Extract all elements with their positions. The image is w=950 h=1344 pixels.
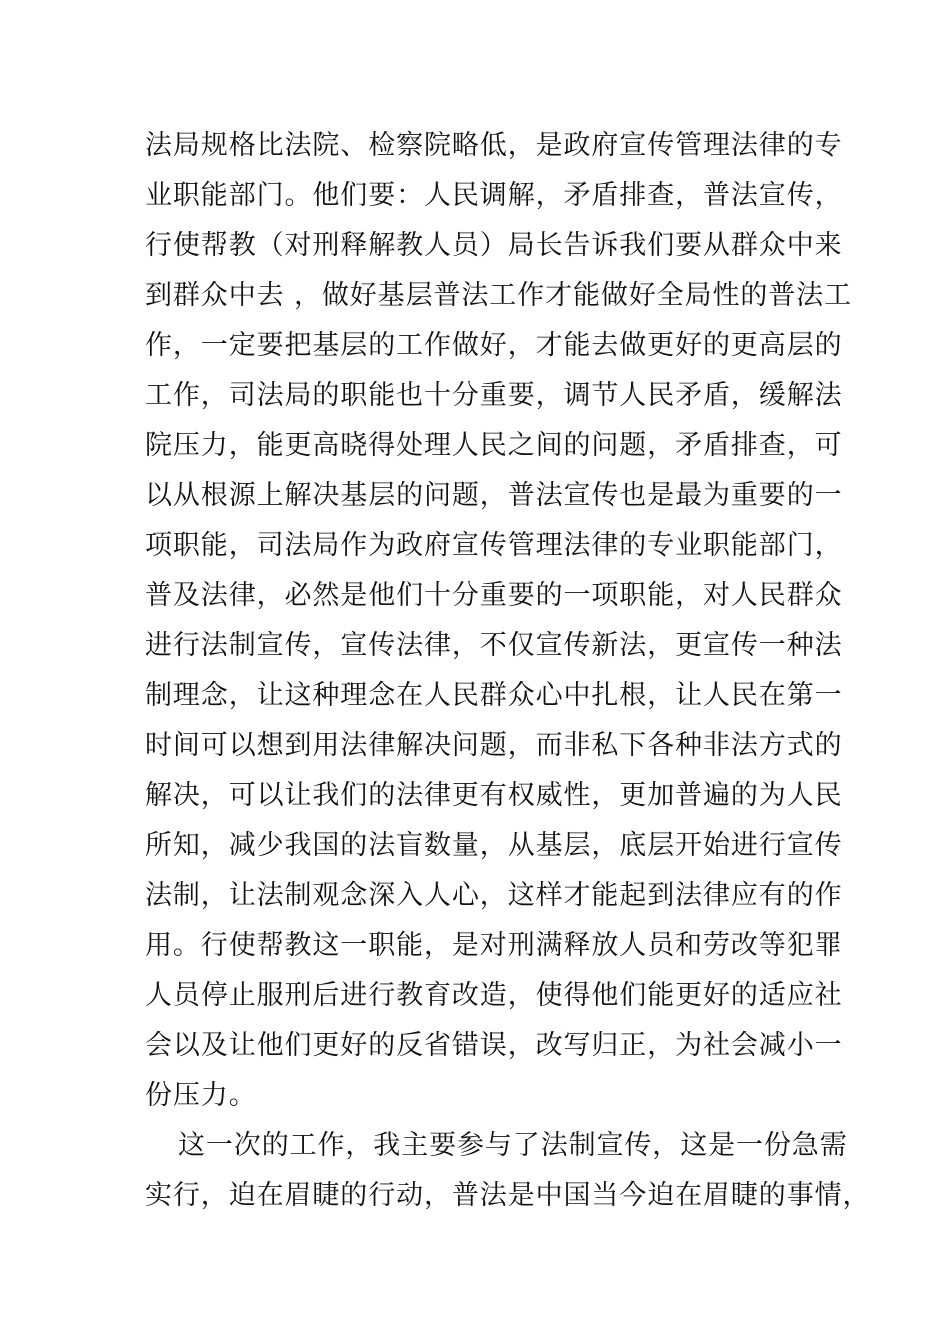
text-line: 作，一定要把基层的工作做好，才能去做更好的更高层的	[145, 330, 843, 361]
text-line: 进行法制宣传，宣传法律，不仅宣传新法，更宣传一种法	[145, 630, 843, 661]
text-line: 用。行使帮教这一职能，是对刑满释放人员和劳改等犯罪	[145, 930, 843, 961]
paragraph-first-line: 这一次的工作，我主要参与了法制宣传，这是一份急需	[178, 1130, 848, 1161]
text-line: 法制，让法制观念深入人心，这样才能起到法律应有的作	[145, 880, 843, 911]
text-line: 法局规格比法院、检察院略低，是政府宣传管理法律的专	[145, 130, 843, 161]
text-line: 业职能部门。他们要：人民调解，矛盾排查，普法宣传，	[145, 180, 843, 211]
text-line: 以从根源上解决基层的问题，普法宣传也是最为重要的一	[145, 480, 843, 511]
text-line: 人员停止服刑后进行教育改造，使得他们能更好的适应社	[145, 980, 843, 1011]
text-line: 工作，司法局的职能也十分重要，调节人民矛盾，缓解法	[145, 380, 843, 411]
text-line: 时间可以想到用法律解决问题，而非私下各种非法方式的	[145, 730, 843, 761]
text-line: 会以及让他们更好的反省错误，改写归正，为社会减小一	[145, 1030, 843, 1061]
text-line: 实行，迫在眉睫的行动，普法是中国当今迫在眉睫的事情，	[145, 1180, 871, 1211]
text-line: 制理念，让这种理念在人民群众心中扎根，让人民在第一	[145, 680, 843, 711]
text-line: 行使帮教（对刑释解教人员）局长告诉我们要从群众中来	[145, 230, 843, 261]
text-line: 普及法律，必然是他们十分重要的一项职能，对人民群众	[145, 580, 843, 611]
text-line: 院压力，能更高晓得处理人民之间的问题，矛盾排查，可	[145, 430, 843, 461]
text-line: 解决，可以让我们的法律更有权威性，更加普遍的为人民	[145, 780, 843, 811]
text-line: 项职能，司法局作为政府宣传管理法律的专业职能部门，	[145, 530, 843, 561]
text-line: 所知，减少我国的法盲数量，从基层，底层开始进行宣传	[145, 830, 843, 861]
text-line: 份压力。	[145, 1080, 257, 1111]
text-line: 到群众中去 ，做好基层普法工作才能做好全局性的普法工	[145, 280, 852, 311]
